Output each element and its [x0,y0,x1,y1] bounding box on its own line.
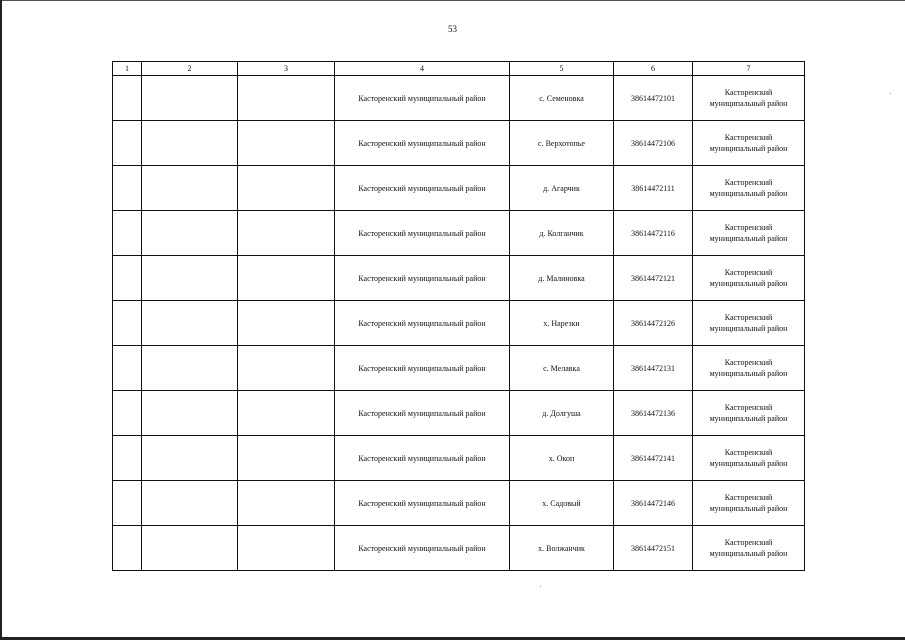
table-row [113,256,805,301]
settlement-cell: х. Окоп [510,436,614,481]
header-row [113,62,805,76]
column-3-cell [238,256,335,301]
municipality-cell: Касторенский муниципальный район [335,211,510,256]
column-3-cell [238,301,335,346]
row-number-cell [113,211,142,256]
oktmo-code-cell: 38614472106 [614,121,693,166]
scan-speck [890,93,891,94]
row-number-cell [113,481,142,526]
row-number-cell [113,346,142,391]
column-header: 4 [335,62,510,76]
table-row [113,121,805,166]
table-row [113,391,805,436]
settlements-table [112,61,805,571]
oktmo-code-cell: 38614472121 [614,256,693,301]
oktmo-code-cell: 38614472146 [614,481,693,526]
column-header: 2 [142,62,238,76]
oktmo-code-cell: 38614472111 [614,166,693,211]
admin-center-cell: Касторенский муниципальный район [693,76,805,121]
municipality-cell: Касторенский муниципальный район [335,256,510,301]
column-3-cell [238,76,335,121]
oktmo-code-cell: 38614472116 [614,211,693,256]
table-row [113,346,805,391]
table-row [113,301,805,346]
column-3-cell [238,391,335,436]
municipality-cell: Касторенский муниципальный район [335,166,510,211]
column-header: 6 [614,62,693,76]
settlement-cell: х. Волжанчик [510,526,614,571]
admin-center-cell: Касторенский муниципальный район [693,391,805,436]
row-number-cell [113,166,142,211]
column-2-cell [142,166,238,211]
column-2-cell [142,121,238,166]
column-header: 7 [693,62,805,76]
column-2-cell [142,76,238,121]
oktmo-code-cell: 38614472101 [614,76,693,121]
column-3-cell [238,121,335,166]
municipality-cell: Касторенский муниципальный район [335,526,510,571]
column-2-cell [142,436,238,481]
row-number-cell [113,436,142,481]
settlement-cell: д. Малиновка [510,256,614,301]
admin-center-cell: Касторенский муниципальный район [693,346,805,391]
settlement-cell: с. Верхотопье [510,121,614,166]
column-3-cell [238,526,335,571]
column-2-cell [142,256,238,301]
table-row [113,526,805,571]
admin-center-cell: Касторенский муниципальный район [693,211,805,256]
municipality-cell: Касторенский муниципальный район [335,301,510,346]
oktmo-code-cell: 38614472136 [614,391,693,436]
oktmo-code-cell: 38614472126 [614,301,693,346]
oktmo-code-cell: 38614472131 [614,346,693,391]
admin-center-cell: Касторенский муниципальный район [693,436,805,481]
oktmo-code-cell: 38614472151 [614,526,693,571]
column-2-cell [142,346,238,391]
municipality-cell: Касторенский муниципальный район [335,436,510,481]
municipality-cell: Касторенский муниципальный район [335,346,510,391]
column-3-cell [238,346,335,391]
column-3-cell [238,481,335,526]
column-header: 3 [238,62,335,76]
column-2-cell [142,481,238,526]
admin-center-cell: Касторенский муниципальный район [693,481,805,526]
page-number: 53 [448,24,457,34]
settlement-cell: с. Семеновка [510,76,614,121]
municipality-cell: Касторенский муниципальный район [335,121,510,166]
row-number-cell [113,301,142,346]
column-3-cell [238,166,335,211]
oktmo-code-cell: 38614472141 [614,436,693,481]
admin-center-cell: Касторенский муниципальный район [693,121,805,166]
scan-speck [540,586,541,587]
settlement-cell: х. Садовый [510,481,614,526]
table-row [113,481,805,526]
admin-center-cell: Касторенский муниципальный район [693,526,805,571]
column-header: 5 [510,62,614,76]
table-row [113,166,805,211]
admin-center-cell: Касторенский муниципальный район [693,256,805,301]
municipality-cell: Касторенский муниципальный район [335,391,510,436]
settlement-cell: д. Долгуша [510,391,614,436]
column-header: 1 [113,62,142,76]
row-number-cell [113,76,142,121]
column-3-cell [238,436,335,481]
row-number-cell [113,526,142,571]
admin-center-cell: Касторенский муниципальный район [693,166,805,211]
admin-center-cell: Касторенский муниципальный район [693,301,805,346]
settlement-cell: д. Агарчик [510,166,614,211]
table-row [113,211,805,256]
column-2-cell [142,301,238,346]
scan-left-edge [0,0,2,640]
row-number-cell [113,121,142,166]
settlement-cell: д. Колганчик [510,211,614,256]
row-number-cell [113,256,142,301]
column-3-cell [238,211,335,256]
column-2-cell [142,211,238,256]
column-2-cell [142,526,238,571]
column-2-cell [142,391,238,436]
settlement-cell: х. Нарезки [510,301,614,346]
table-row [113,76,805,121]
settlement-cell: с. Мелавка [510,346,614,391]
municipality-cell: Касторенский муниципальный район [335,76,510,121]
table-row [113,436,805,481]
municipality-cell: Касторенский муниципальный район [335,481,510,526]
row-number-cell [113,391,142,436]
scan-top-edge [0,0,905,1]
